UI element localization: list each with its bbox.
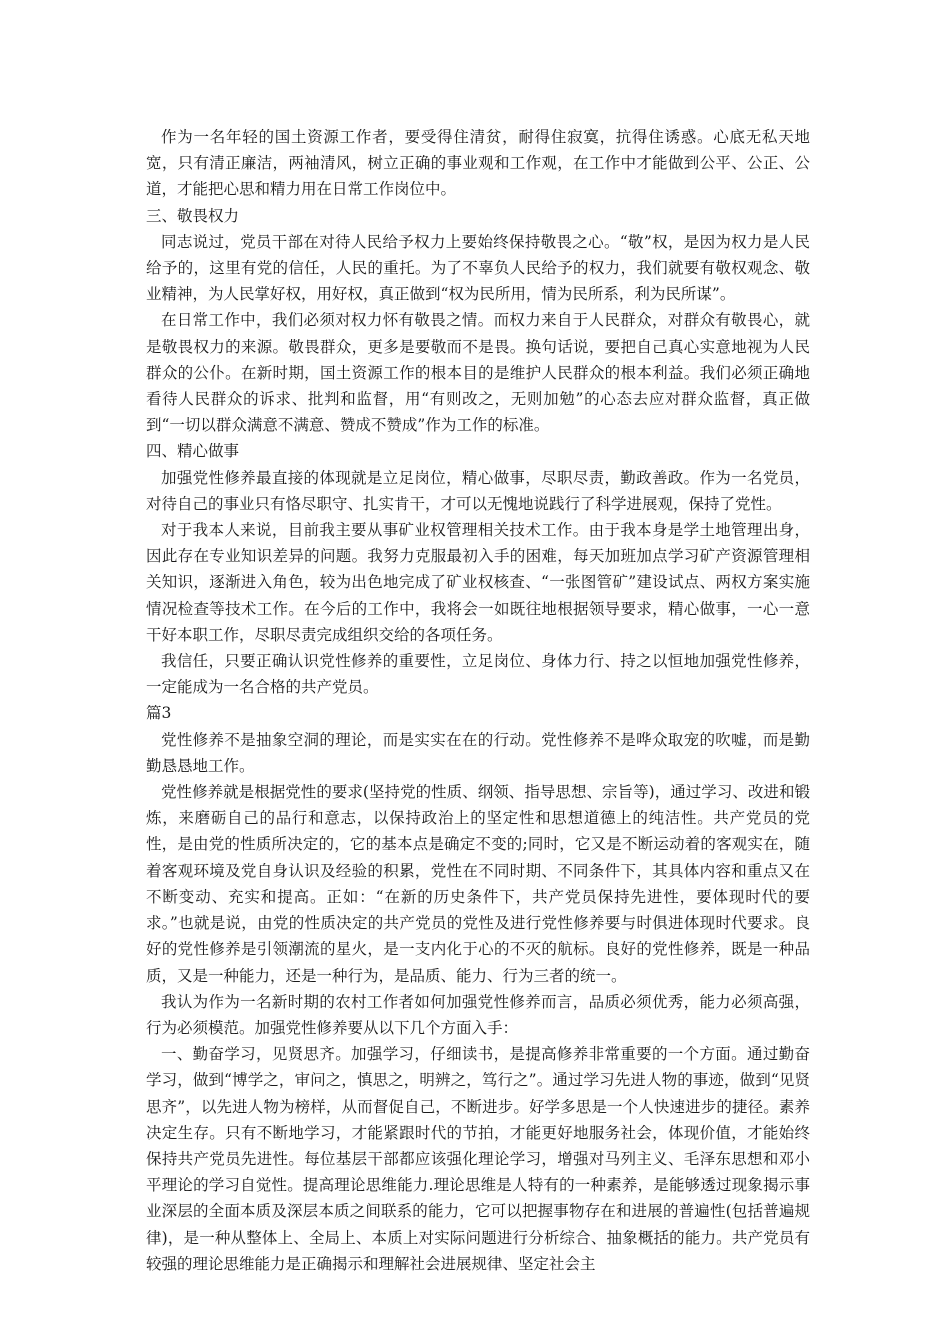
body-paragraph: 我信任，只要正确认识党性修养的重要性，立足岗位、身体力行、持之以恒地加强党性修养，一定能成为一名合格的共产党员。 xyxy=(146,652,810,697)
body-paragraph: 在日常工作中，我们必须对权力怀有敬畏之情。而权力来自于人民群众，对群众有敬畏心，就是敬畏权力的来源。敬畏群众，更多是要敬而不是畏。换句话说，要把自己真心实意地视为人民群众的公仆。在新时期，国土资源工作的根本目的是维护人民群众的根本利益。我们必须正确地看待人民群众的诉求、批判和监督，用“有则改之，无则加勉”的心态去应对群众监督，真正做到“一切以群众满意不满意、赞成不赞成”作为工作的标准。 xyxy=(146,311,810,435)
body-paragraph: 一、勤奋学习，见贤思齐。加强学习，仔细读书，是提高修养非常重要的一个方面。通过勤奋学习，做到“博学之，审问之，慎思之，明辨之，笃行之”。通过学习先进人物的事迹，做到“见贤思齐”，以先进人物为榜样，从而督促自己，不断进步。好学多思是一个人快速进步的捷径。素养决定生存。只有不断地学习，才能紧跟时代的节拍，才能更好地服务社会，体现价值，才能始终保持共产党员先进性。每位基层干部都应该强化理论学习，增强对马列主义、毛泽东思想和邓小平理论的学习自觉性。提高理论思维能力.理论思维是人特有的一种素养，是能够透过现象揭示事业深层的全面本质及深层本质之间联系的能力，它可以把握事物存在和进展的普遍性(包括普遍规律)，是一种从整体上、全局上、本质上对实际问题进行分析综合、抽象概括的能力。共产党员有较强的理论思维能力是正确揭示和理解社会进展规律、坚定社会主 xyxy=(146,1045,810,1273)
body-paragraph: 我认为作为一名新时期的农村工作者如何加强党性修养而言，品质必须优秀，能力必须高强，行为必须模范。加强党性修养要从以下几个方面入手： xyxy=(146,992,810,1037)
body-paragraph: 作为一名年轻的国土资源工作者，要受得住清贫，耐得住寂寞，抗得住诱惑。心底无私天地宽，只有清正廉洁，两袖清风，树立正确的事业观和工作观，在工作中才能做到公平、公正、公道，才能把心思和精力用在日常工作岗位中。 xyxy=(146,128,810,199)
section-heading: 四、精心做事 xyxy=(146,442,240,461)
article-heading: 篇3 xyxy=(146,704,172,723)
body-paragraph: 党性修养就是根据党性的要求(坚持党的性质、纲领、指导思想、宗旨等)，通过学习、改进和锻炼，来磨砺自己的品行和意志，以保持政治上的坚定性和思想道德上的纯洁性。共产党员的党性，是由党的性质所决定的，它的基本点是确定不变的;同时，它又是不断运动着的客观实在，随着客观环境及党自身认识及经验的积累，党性在不同时期、不同条件下，其具体内容和重点又在不断变动、充实和提高。正如：“在新的历史条件下，共产党员保持先进性，要体现时代的要求。”也就是说，由党的性质决定的共产党员的党性及进行党性修养要与时俱进体现时代要求。良好的党性修养是引领潮流的星火，是一支内化于心的不灭的航标。良好的党性修养，既是一种品质，又是一种能力，还是一种行为，是品质、能力、行为三者的统一。 xyxy=(146,783,810,985)
body-paragraph: 党性修养不是抽象空洞的理论，而是实实在在的行动。党性修养不是哗众取宠的吹嘘，而是勤勤恳恳地工作。 xyxy=(146,730,810,775)
body-paragraph: 对于我本人来说，目前我主要从事矿业权管理相关技术工作。由于我本身是学土地管理出身，因此存在专业知识差异的问题。我努力克服最初入手的困难，每天加班加点学习矿产资源管理相关知识，逐渐进入角色，较为出色地完成了矿业权核查、“一张图管矿”建设试点、两权方案实施情况检查等技术工作。在今后的工作中，我将会一如既往地根据领导要求，精心做事，一心一意干好本职工作，尽职尽责完成组织交给的各项任务。 xyxy=(146,521,810,644)
section-heading: 三、敬畏权力 xyxy=(146,206,240,225)
document-page xyxy=(146,124,810,1277)
body-paragraph: 同志说过，党员干部在对待人民给予权力上要始终保持敬畏之心。“敬”权，是因为权力是人民给予的，这里有党的信任，人民的重托。为了不辜负人民给予的权力，我们就要有敬权观念、敬业精神，为人民掌好权，用好权，真正做到“权为民所用，情为民所系，利为民所谋”。 xyxy=(146,232,810,304)
body-paragraph: 加强党性修养最直接的体现就是立足岗位，精心做事，尽职尽责，勤政善政。作为一名党员，对待自己的事业只有恪尽职守、扎实肯干，才可以无愧地说践行了科学进展观，保持了党性。 xyxy=(146,468,810,513)
